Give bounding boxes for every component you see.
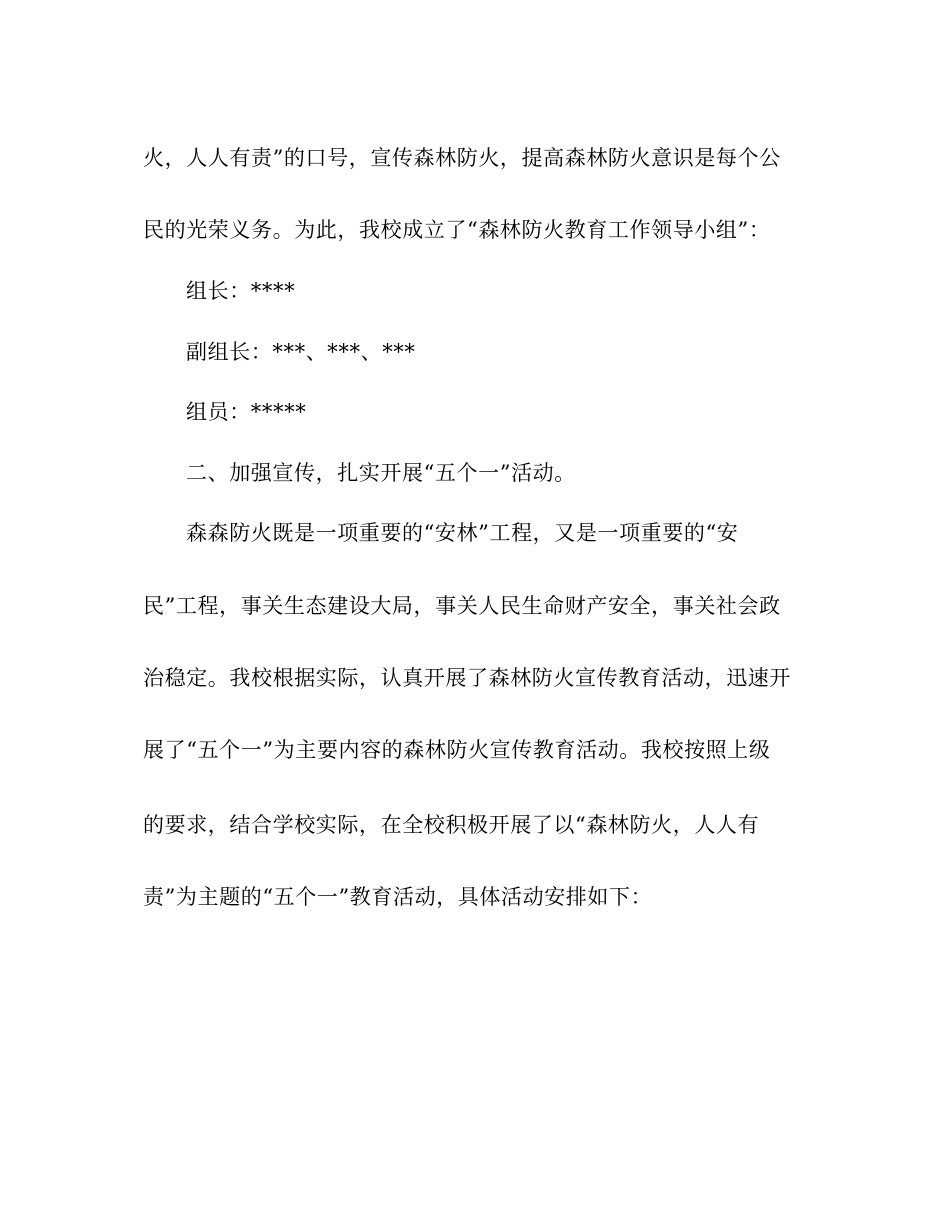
paragraph-line: 治稳定。我校根据实际，认真开展了森林防火宣传教育活动，迅速开 — [143, 666, 791, 690]
paragraph-line: 森森防火既是一项重要的“安林”工程，又是一项重要的“安 — [186, 521, 739, 545]
group-leader-line: 组长：**** — [186, 279, 296, 303]
section-heading: 二、加强宣传，扎实开展“五个一”活动。 — [186, 461, 576, 485]
paragraph-line: 民的光荣义务。为此，我校成立了“森林防火教育工作领导小组”： — [143, 218, 771, 242]
group-members-line: 组员：***** — [186, 400, 307, 424]
paragraph-line: 责”为主题的“五个一”教育活动，具体活动安排如下： — [143, 885, 653, 909]
paragraph-line: 火，人人有责”的口号，宣传森林防火，提高森林防火意识是每个公 — [143, 146, 781, 170]
paragraph-line: 民”工程，事关生态建设大局，事关人民生命财产安全，事关社会政 — [143, 594, 781, 618]
paragraph-line: 的要求，结合学校实际，在全校积极开展了以“森林防火，人人有 — [143, 813, 760, 837]
paragraph-line: 展了“五个一”为主要内容的森林防火宣传教育活动。我校按照上级 — [143, 738, 771, 762]
deputy-leader-line: 副组长：***、***、*** — [186, 340, 416, 364]
